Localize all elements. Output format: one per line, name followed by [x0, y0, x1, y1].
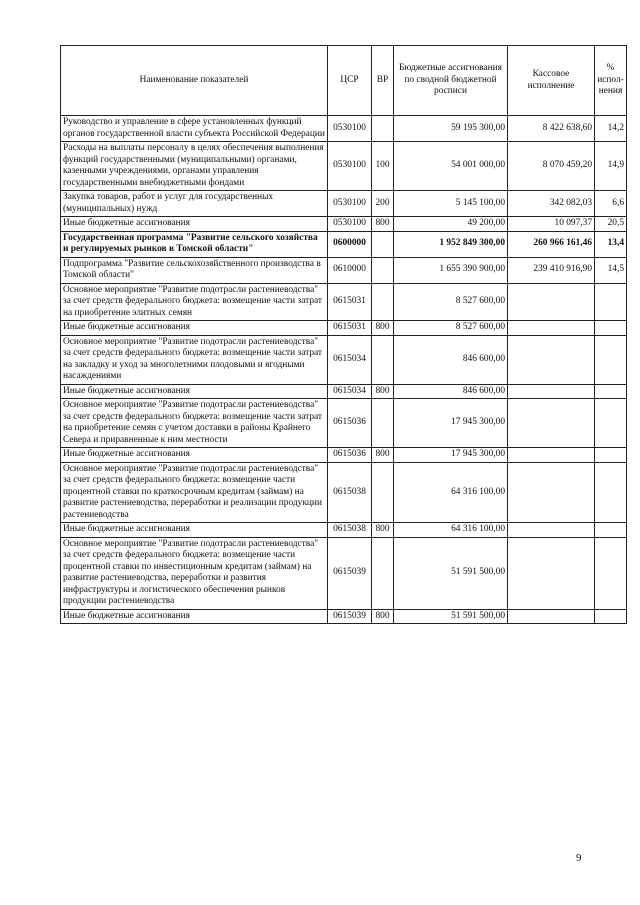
- cell-percent: 13,4: [595, 231, 627, 257]
- table-row: [61, 142, 627, 191]
- cell-budget: 5 145 100,00: [394, 191, 508, 217]
- cell-csr: 0615034: [328, 335, 372, 384]
- cell-name: Руководство и управление в сфере установленных функций органов государственной власти субъекта Российской Федерации: [61, 116, 328, 142]
- cell-name: Основное мероприятие "Развитие подотрасли растениеводства" за счет средств федерального бюджета: возмещение части затрат на приобретение семян с учетом доставки в районы Крайнего Севера и приравненные к ним местности: [61, 399, 328, 448]
- cell-percent: [595, 537, 627, 609]
- cell-budget: 51 591 500,00: [394, 537, 508, 609]
- cell-budget: 51 591 500,00: [394, 609, 508, 624]
- cell-csr: 0530100: [328, 142, 372, 191]
- header-vr: ВР: [372, 46, 394, 116]
- cell-name: Основное мероприятие "Развитие подотрасли растениеводства" за счет средств федерального бюджета: возмещение части процентной ставки по краткосрочным кредитам (займам) на развитие растениеводства, переработки и реализации продукции растениеводства: [61, 462, 328, 523]
- table-row: [61, 399, 627, 448]
- cell-csr: 0615031: [328, 283, 372, 321]
- cell-percent: [595, 399, 627, 448]
- table-row: [61, 537, 627, 609]
- cell-budget: 59 195 300,00: [394, 116, 508, 142]
- header-csr: ЦСР: [328, 46, 372, 116]
- table-row: [61, 116, 627, 142]
- cell-vr: [372, 537, 394, 609]
- header-budget: Бюджетные ассигнования по сводной бюджетной росписи: [394, 46, 508, 116]
- header-name: Наименование показателей: [61, 46, 328, 116]
- cell-csr: 0615031: [328, 321, 372, 336]
- cell-vr: 800: [372, 217, 394, 232]
- cell-cash: [508, 321, 595, 336]
- cell-vr: [372, 116, 394, 142]
- header-percent: % испол-нения: [595, 46, 627, 116]
- cell-csr: 0615034: [328, 384, 372, 399]
- cell-name: Подпрограмма "Развитие сельскохозяйственного производства в Томской области": [61, 257, 328, 283]
- cell-percent: [595, 283, 627, 321]
- cell-csr: 0615038: [328, 523, 372, 538]
- cell-name: Основное мероприятие "Развитие подотрасли растениеводства" за счет средств федерального бюджета: возмещение части затрат на приобретение элитных семян: [61, 283, 328, 321]
- cell-cash: [508, 335, 595, 384]
- budget-table: [60, 45, 627, 624]
- cell-budget: 846 600,00: [394, 335, 508, 384]
- cell-percent: [595, 384, 627, 399]
- cell-name: Иные бюджетные ассигнования: [61, 384, 328, 399]
- cell-vr: [372, 335, 394, 384]
- cell-cash: [508, 537, 595, 609]
- cell-name: Основное мероприятие "Развитие подотрасли растениеводства" за счет средств федерального бюджета: возмещение части затрат на закладку и уход за многолетними плодовыми и ягодными насаждениями: [61, 335, 328, 384]
- cell-percent: [595, 335, 627, 384]
- table-header-row: [61, 46, 627, 116]
- cell-percent: [595, 448, 627, 463]
- cell-vr: 100: [372, 142, 394, 191]
- cell-csr: 0600000: [328, 231, 372, 257]
- cell-percent: 14,9: [595, 142, 627, 191]
- cell-budget: 49 200,00: [394, 217, 508, 232]
- cell-csr: 0615039: [328, 537, 372, 609]
- cell-percent: [595, 321, 627, 336]
- cell-vr: 800: [372, 384, 394, 399]
- table-row: [61, 257, 627, 283]
- cell-csr: 0610000: [328, 257, 372, 283]
- table-row: [61, 335, 627, 384]
- table-row: [61, 231, 627, 257]
- cell-budget: 17 945 300,00: [394, 448, 508, 463]
- table-row: [61, 462, 627, 523]
- cell-percent: 14,2: [595, 116, 627, 142]
- cell-cash: [508, 384, 595, 399]
- cell-budget: 8 527 600,00: [394, 321, 508, 336]
- cell-csr: 0530100: [328, 217, 372, 232]
- cell-cash: 10 097,37: [508, 217, 595, 232]
- table-row: [61, 283, 627, 321]
- cell-cash: [508, 399, 595, 448]
- cell-csr: 0615036: [328, 448, 372, 463]
- cell-cash: 342 082,03: [508, 191, 595, 217]
- cell-percent: [595, 609, 627, 624]
- cell-vr: 800: [372, 609, 394, 624]
- cell-budget: 1 952 849 300,00: [394, 231, 508, 257]
- cell-percent: 14,5: [595, 257, 627, 283]
- cell-name: Государственная программа "Развитие сельского хозяйства и регулируемых рынков в Томской области": [61, 231, 328, 257]
- table-row: [61, 217, 627, 232]
- cell-vr: 800: [372, 523, 394, 538]
- cell-percent: 6,6: [595, 191, 627, 217]
- cell-cash: [508, 462, 595, 523]
- table-row: [61, 609, 627, 624]
- cell-csr: 0615036: [328, 399, 372, 448]
- cell-cash: [508, 448, 595, 463]
- cell-percent: [595, 462, 627, 523]
- table-body: [61, 116, 627, 624]
- cell-name: Иные бюджетные ассигнования: [61, 217, 328, 232]
- cell-cash: [508, 523, 595, 538]
- cell-percent: [595, 523, 627, 538]
- cell-vr: 800: [372, 448, 394, 463]
- cell-budget: 8 527 600,00: [394, 283, 508, 321]
- cell-name: Основное мероприятие "Развитие подотрасли растениеводства" за счет средств федерального бюджета: возмещение части процентной ставки по инвестиционным кредитам (займам) на развитие растениеводства, переработки и развития инфраструктуры и логистического обеспечения рынков продукции растениеводства: [61, 537, 328, 609]
- page-number: 9: [576, 852, 582, 864]
- cell-cash: 260 966 161,46: [508, 231, 595, 257]
- cell-cash: [508, 283, 595, 321]
- cell-vr: [372, 462, 394, 523]
- cell-name: Иные бюджетные ассигнования: [61, 321, 328, 336]
- cell-vr: [372, 257, 394, 283]
- cell-vr: 200: [372, 191, 394, 217]
- cell-vr: [372, 231, 394, 257]
- table-row: [61, 448, 627, 463]
- cell-budget: 846 600,00: [394, 384, 508, 399]
- cell-budget: 64 316 100,00: [394, 523, 508, 538]
- cell-csr: 0615039: [328, 609, 372, 624]
- cell-csr: 0530100: [328, 191, 372, 217]
- cell-name: Иные бюджетные ассигнования: [61, 609, 328, 624]
- table-row: [61, 191, 627, 217]
- cell-cash: 8 070 459,20: [508, 142, 595, 191]
- cell-cash: 239 410 916,90: [508, 257, 595, 283]
- cell-cash: [508, 609, 595, 624]
- cell-name: Иные бюджетные ассигнования: [61, 448, 328, 463]
- cell-vr: 800: [372, 321, 394, 336]
- table-row: [61, 384, 627, 399]
- table-row: [61, 321, 627, 336]
- cell-percent: 20,5: [595, 217, 627, 232]
- cell-name: Расходы на выплаты персоналу в целях обеспечения выполнения функций государственными (муниципальными) органами, казенными учреждениями, органами управления государственными внебюджетными фондами: [61, 142, 328, 191]
- cell-budget: 1 655 390 900,00: [394, 257, 508, 283]
- cell-budget: 64 316 100,00: [394, 462, 508, 523]
- cell-name: Иные бюджетные ассигнования: [61, 523, 328, 538]
- cell-csr: 0615038: [328, 462, 372, 523]
- cell-vr: [372, 399, 394, 448]
- table-row: [61, 523, 627, 538]
- cell-name: Закупка товаров, работ и услуг для государственных (муниципальных) нужд: [61, 191, 328, 217]
- cell-cash: 8 422 638,60: [508, 116, 595, 142]
- cell-csr: 0530100: [328, 116, 372, 142]
- header-cash: Кассовое исполнение: [508, 46, 595, 116]
- cell-vr: [372, 283, 394, 321]
- cell-budget: 54 001 000,00: [394, 142, 508, 191]
- cell-budget: 17 945 300,00: [394, 399, 508, 448]
